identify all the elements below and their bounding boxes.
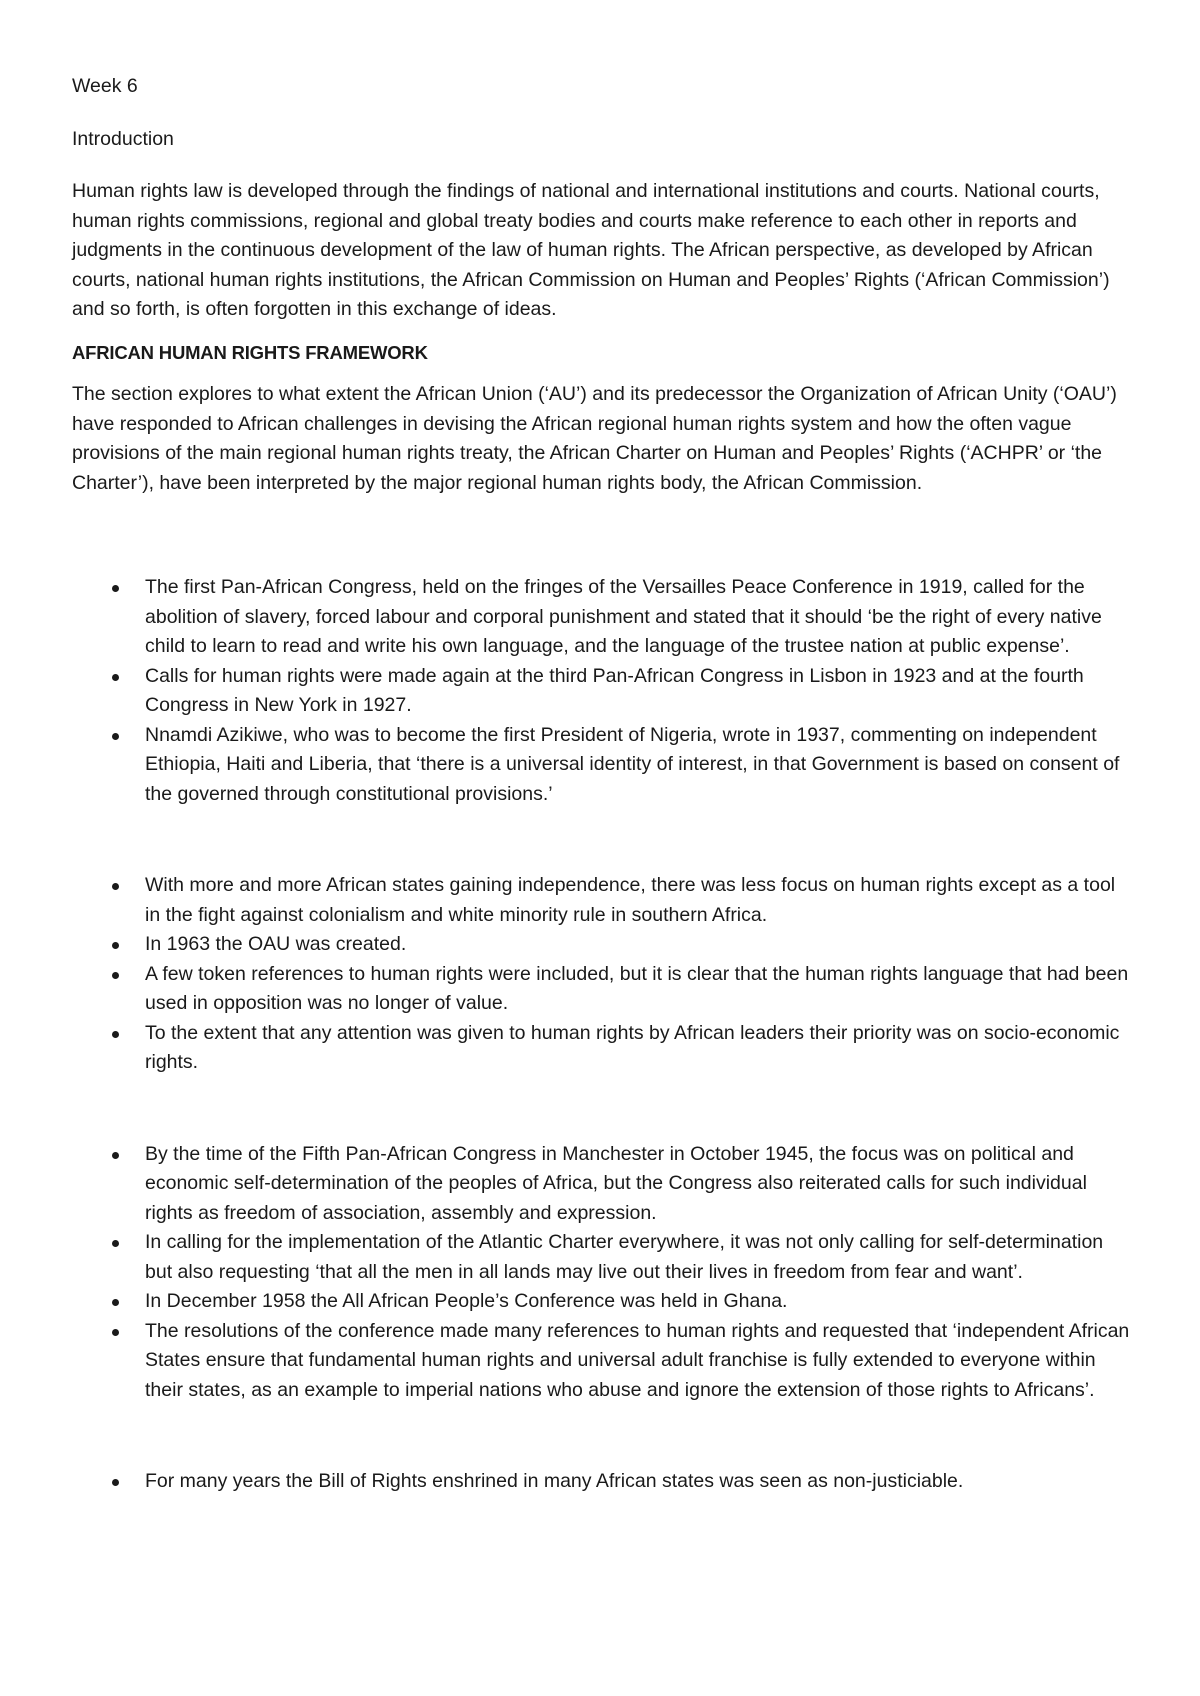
framework-paragraph: The section explores to what extent the African Union (‘AU’) and its predecessor the Organization of African Unity (‘OAU’) have responded to African challenges in devising the African regional human rights system and how the often vague provisions of the main regional human rights treaty, the African Charter on Human and Peoples’ Rights (‘ACHPR’ or ‘the Charter’), have been interpreted by the major regional human rights body, the African Commission. — [72, 383, 1117, 494]
list-item: In calling for the implementation of the Atlantic Charter everywhere, it was not only calling for self-determination but also requesting ‘that all the men in all lands may live out their lives in freedom from fear and want’. — [72, 1228, 1132, 1287]
list-item: The resolutions of the conference made many references to human rights and requested that ‘independent African States ensure that fundamental human rights and universal adult franchise is fully extended to everyone within their states, as an example to imperial nations who abuse and ignore the extension of those rights to Africans’. — [72, 1317, 1132, 1406]
list-item: With more and more African states gaining independence, there was less focus on human rights except as a tool in the fight against colonialism and white minority rule in southern Africa. — [72, 871, 1132, 930]
list-item: The first Pan-African Congress, held on the fringes of the Versailles Peace Conference in 1919, called for the abolition of slavery, forced labour and corporal punishment and stated that it should ‘be the right of every native child to learn to read and write his own language, and the language of the trustee nation at public expense’. — [72, 573, 1132, 662]
bullet-list-congress — [72, 1140, 1132, 1406]
spacer — [72, 809, 1132, 871]
list-item: A few token references to human rights were included, but it is clear that the human rights language that had been used in opposition was no longer of value. — [72, 960, 1132, 1019]
list-item: To the extent that any attention was given to human rights by African leaders their priority was on socio-economic rights. — [72, 1019, 1132, 1078]
bullet-list-history — [72, 573, 1132, 809]
bullet-list-bill-of-rights — [72, 1467, 1132, 1497]
list-item: Calls for human rights were made again at the third Pan-African Congress in Lisbon in 1923 and at the fourth Congress in New York in 1927. — [72, 662, 1132, 721]
list-item: By the time of the Fifth Pan-African Congress in Manchester in October 1945, the focus was on political and economic self-determination of the peoples of Africa, but the Congress also reiterated calls for such individual rights as freedom of association, assembly and expression. — [72, 1140, 1132, 1229]
spacer — [72, 511, 1132, 573]
list-item: In 1963 the OAU was created. — [72, 930, 1132, 960]
bullet-list-independence — [72, 871, 1132, 1078]
week-label: Week 6 — [72, 75, 138, 97]
spacer — [72, 1078, 1132, 1140]
intro-heading: Introduction — [72, 127, 174, 150]
list-item: In December 1958 the All African People’s Conference was held in Ghana. — [72, 1287, 1132, 1317]
framework-heading: AFRICAN HUMAN RIGHTS FRAMEWORK — [72, 341, 428, 363]
spacer — [72, 1405, 1132, 1467]
list-item: Nnamdi Azikiwe, who was to become the first President of Nigeria, wrote in 1937, commenting on independent Ethiopia, Haiti and Liberia, that ‘there is a universal identity of interest, in that Government is based on consent of the governed through constitutional provisions.’ — [72, 721, 1132, 810]
list-item: For many years the Bill of Rights enshrined in many African states was seen as non-justiciable. — [72, 1467, 1132, 1497]
intro-paragraph: Human rights law is developed through the findings of national and international institutions and courts. National courts, human rights commissions, regional and global treaty bodies and courts make reference to each other in reports and judgments in the continuous development of the law of human rights. The African perspective, as developed by African courts, national human rights institutions, the African Commission on Human and Peoples’ Rights (‘African Commission’) and so forth, is often forgotten in this exchange of ideas. — [72, 180, 1110, 320]
document-page — [72, 72, 1132, 1497]
